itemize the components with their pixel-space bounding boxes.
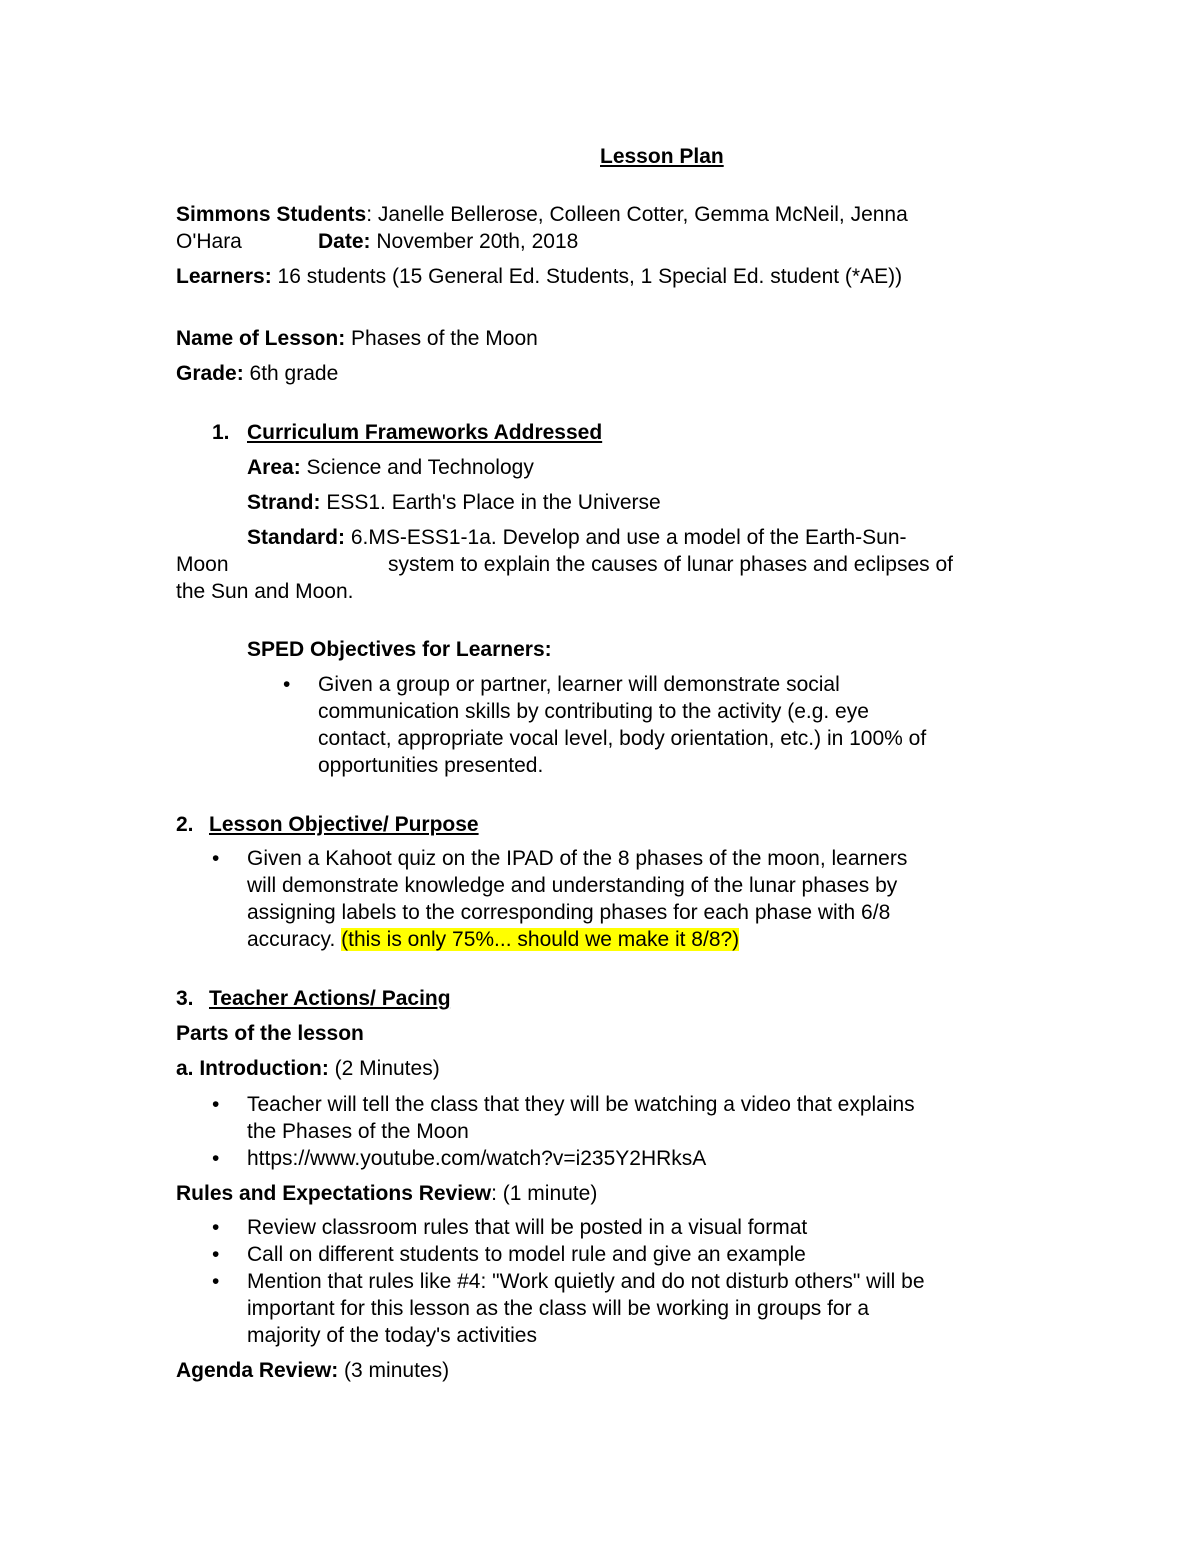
area-line <box>247 454 534 481</box>
intro-label: a. Introduction: <box>176 1057 329 1080</box>
bullet-icon: • <box>212 1243 220 1266</box>
objective-line: will demonstrate knowledge and understanding of the lunar phases by <box>247 874 898 897</box>
agenda-label: Agenda Review: <box>176 1359 339 1382</box>
section-2-number: 2. <box>176 813 194 836</box>
students-line-2: O'Hara <box>176 230 242 253</box>
section-1-number: 1. <box>212 421 230 444</box>
agenda-value: (3 minutes) <box>338 1359 450 1382</box>
sped-bullet-line: Given a group or partner, learner will demonstrate social <box>318 673 840 696</box>
sped-bullet-line: contact, appropriate vocal level, body orientation, etc.) in 100% of <box>318 727 927 750</box>
intro-value: (2 Minutes) <box>328 1057 440 1080</box>
standard-value: 6.MS-ESS1-1a. Develop and use a model of the Earth-Sun- <box>345 526 907 549</box>
students-label: Simmons Students <box>176 203 367 226</box>
standard-line-3: the Sun and Moon. <box>176 580 354 603</box>
bullet-icon: • <box>212 1270 220 1293</box>
learners-value: 16 students (15 General Ed. Students, 1 Special Ed. student (*AE)) <box>271 265 903 288</box>
standard-line-2a: Moon <box>176 553 229 576</box>
objective-line: assigning labels to the corresponding phases for each phase with 6/8 <box>247 901 891 924</box>
sped-bullet-line: communication skills by contributing to the activity (e.g. eye <box>318 700 869 723</box>
standard-line <box>247 524 907 551</box>
rules-bullet-line: important for this lesson as the class will be working in groups for a <box>247 1297 870 1320</box>
sped-bullet-line: opportunities presented. <box>318 754 544 777</box>
rules-line <box>176 1180 597 1207</box>
rules-label: Rules and Expectations Review <box>176 1182 492 1205</box>
rules-bullet-line: Call on different students to model rule and give an example <box>247 1243 806 1266</box>
bullet-icon: • <box>212 1216 220 1239</box>
date-line <box>318 228 578 255</box>
date-value: November 20th, 2018 <box>370 230 579 253</box>
intro-line <box>176 1055 440 1082</box>
area-value: Science and Technology <box>300 456 534 479</box>
bullet-icon: • <box>212 1093 220 1116</box>
page-title: Lesson Plan <box>600 145 724 168</box>
students-names: Janelle Bellerose, Colleen Cotter, Gemma McNeil, Jenna <box>372 203 908 226</box>
intro-bullet-line: the Phases of the Moon <box>247 1120 469 1143</box>
grade-line <box>176 360 338 387</box>
objective-line: Given a Kahoot quiz on the IPAD of the 8 phases of the moon, learners <box>247 847 908 870</box>
strand-label: Strand: <box>247 491 321 514</box>
bullet-icon: • <box>212 847 220 870</box>
lesson-name-label: Name of Lesson: <box>176 327 346 350</box>
lesson-name-value: Phases of the Moon <box>345 327 538 350</box>
standard-label: Standard: <box>247 526 346 549</box>
rules-bullet-line: Review classroom rules that will be posted in a visual format <box>247 1216 808 1239</box>
strand-value: ESS1. Earth's Place in the Universe <box>320 491 661 514</box>
section-3-number: 3. <box>176 987 194 1010</box>
sped-heading: SPED Objectives for Learners: <box>247 638 552 661</box>
section-3-title: Teacher Actions/ Pacing <box>209 987 451 1010</box>
rules-bullet-line: majority of the today's activities <box>247 1324 537 1347</box>
parts-heading: Parts of the lesson <box>176 1022 364 1045</box>
objective-text: accuracy. <box>247 928 342 951</box>
area-label: Area: <box>247 456 301 479</box>
intro-bullet-line: Teacher will tell the class that they will be watching a video that explains <box>247 1093 915 1116</box>
agenda-line <box>176 1357 449 1384</box>
objective-last-line <box>247 926 739 953</box>
section-2-title: Lesson Objective/ Purpose <box>209 813 479 836</box>
strand-line <box>247 489 661 516</box>
lesson-name-line <box>176 325 538 352</box>
grade-value: 6th grade <box>243 362 339 385</box>
date-label: Date: <box>318 230 371 253</box>
bullet-icon: • <box>212 1147 220 1170</box>
grade-label: Grade: <box>176 362 244 385</box>
section-1-title: Curriculum Frameworks Addressed <box>247 421 603 444</box>
rules-bullet-line: Mention that rules like #4: "Work quietly and do not disturb others" will be <box>247 1270 925 1293</box>
rules-value: : (1 minute) <box>491 1182 598 1205</box>
standard-line-2b: system to explain the causes of lunar phases and eclipses of <box>388 553 953 576</box>
highlighted-comment: (this is only 75%... should we make it 8/8?) <box>341 928 740 951</box>
learners-label: Learners: <box>176 265 272 288</box>
video-link[interactable]: https://www.youtube.com/watch?v=i235Y2HRksA <box>247 1147 707 1170</box>
learners-line <box>176 263 902 290</box>
students-colon: : <box>366 203 373 226</box>
bullet-icon: • <box>283 673 291 696</box>
students-line <box>176 201 908 228</box>
